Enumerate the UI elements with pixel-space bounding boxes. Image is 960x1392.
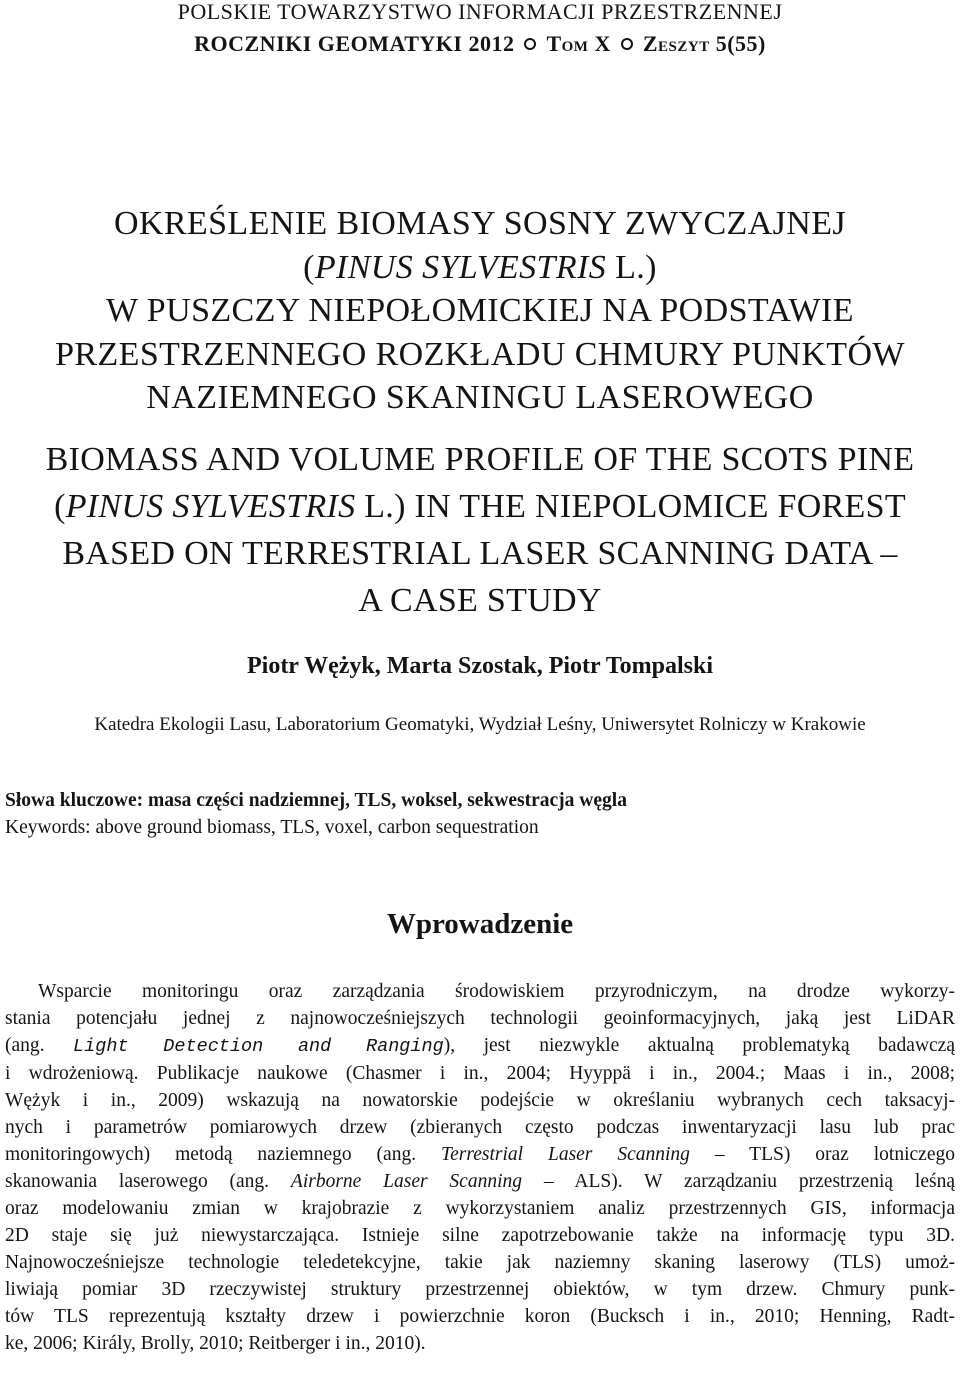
title-en-suffix: L.) IN THE NIEPOLOMICE FOREST (355, 488, 906, 525)
title-pl-line: NAZIEMNEGO SKANINGU LASEROWEGO (146, 379, 814, 416)
body-term-italic: Light Detection and Ranging (73, 1036, 444, 1057)
authors: Piotr Wężyk, Marta Szostak, Piotr Tompalski (246, 653, 713, 679)
body-line: Wężyk i in., 2009) wskazują na nowatorskie podejście w określaniu wybranych cech taksacyj- (5, 1090, 955, 1111)
body-line (5, 1168, 955, 1195)
title-en-latin-name: PINUS SYLVESTRIS (65, 488, 356, 525)
society-name: POLSKIE TOWARZYSTWO INFORMACJI PRZESTRZENNEJ (177, 0, 783, 24)
journal-volume: Tom X (546, 31, 611, 56)
body-text-run: (ang. (5, 1035, 74, 1056)
keywords-english: Keywords: above ground biomass, TLS, voxel, carbon sequestration (5, 817, 539, 838)
title-english (0, 436, 960, 624)
circle-separator-icon (524, 38, 536, 50)
body-line: 2D staje się już niewystarczająca. Istnieje silne zapotrzebowanie także na informację typu 3D. (5, 1225, 955, 1246)
body-text-run: skanowania laserowego (ang. (5, 1171, 291, 1192)
body-line: nych i parametrów pomiarowych drzew (zbieranych często podczas inwentaryzacji lasu lub prac (5, 1117, 955, 1138)
body-text-run: – ALS). W zarządzaniu przestrzenią leśną (522, 1171, 955, 1192)
title-en-line: BASED ON TERRESTRIAL LASER SCANNING DATA – (62, 535, 898, 572)
body-line: i wdrożeniową. Publikacje naukowe (Chasmer i in., 2004; Hyyppä i in., 2004.; Maas i in., 2008; (5, 1063, 955, 1084)
title-en-paren: ( (54, 488, 66, 525)
body-text-run: – TLS) oraz lotniczego (689, 1144, 955, 1165)
title-pl-line (0, 246, 960, 290)
section-heading: Wprowadzenie (386, 908, 574, 940)
body-text-run: monitoringowych) metodą naziemnego (ang. (5, 1144, 442, 1165)
title-pl-line: W PUSZCZY NIEPOŁOMICKIEJ NA PODSTAWIE (106, 292, 854, 329)
title-en-line: BIOMASS AND VOLUME PROFILE OF THE SCOTS PINE (45, 441, 915, 478)
keywords-polish: Słowa kluczowe: masa części nadziemnej, TLS, woksel, sekwestracja węgla (5, 790, 627, 811)
body-line: ke, 2006; Király, Brolly, 2010; Reitberger i in., 2010). (5, 1333, 426, 1354)
title-en-line: A CASE STUDY (358, 582, 602, 619)
title-pl-line: PRZESTRZENNEGO ROZKŁADU CHMURY PUNKTÓW (55, 335, 905, 373)
body-line (5, 1032, 955, 1060)
title-pl-line: OKREŚLENIE BIOMASY SOSNY ZWYCZAJNEJ (113, 205, 847, 242)
affiliation: Katedra Ekologii Lasu, Laboratorium Geomatyki, Wydział Leśny, Uniwersytet Rolniczy w Krakowie (94, 714, 866, 735)
journal-header (0, 30, 960, 58)
body-text-run: ), jest niezwykle aktualną problematyką badawczą (443, 1035, 955, 1056)
body-line: oraz modelowaniu zmian w krajobrazie z wykorzystaniem analiz przestrzennych GIS, informacja (5, 1198, 955, 1219)
body-paragraph (5, 978, 955, 1357)
title-polish (0, 202, 960, 420)
body-line: liwiają pomiar 3D rzeczywistej struktury przestrzennej obiektów, w tym drzew. Chmury punk- (5, 1279, 955, 1300)
journal-issue: Zeszyt 5(55) (642, 31, 766, 56)
title-pl-suffix: L.) (606, 248, 657, 286)
body-line: Najnowocześniejsze technologie teledetekcyjne, takie jak naziemny skaning laserowy (TLS) umoż- (5, 1252, 955, 1273)
body-term-italic: Terrestrial Laser Scanning (441, 1144, 690, 1165)
circle-separator-icon (621, 38, 633, 50)
title-pl-paren: ( (303, 248, 315, 286)
journal-name: ROCZNIKI GEOMATYKI 2012 (194, 31, 515, 56)
body-line: stania potencjału jednej z najnowocześniejszych technologii geoinformacyjnych, jaką jest LiDAR (5, 1008, 955, 1029)
title-en-line (0, 483, 960, 530)
title-pl-latin-name: PINUS SYLVESTRIS (314, 248, 607, 286)
body-term-italic: Airborne Laser Scanning (290, 1171, 523, 1192)
body-line: tów TLS reprezentują kształty drzew i powierzchnie koron (Bucksch i in., 2010; Henning, Radt- (5, 1306, 955, 1327)
body-line: Wsparcie monitoringu oraz zarządzania środowiskiem przyrodniczym, na drodze wykorzy- (38, 981, 955, 1002)
body-line (5, 1141, 955, 1168)
